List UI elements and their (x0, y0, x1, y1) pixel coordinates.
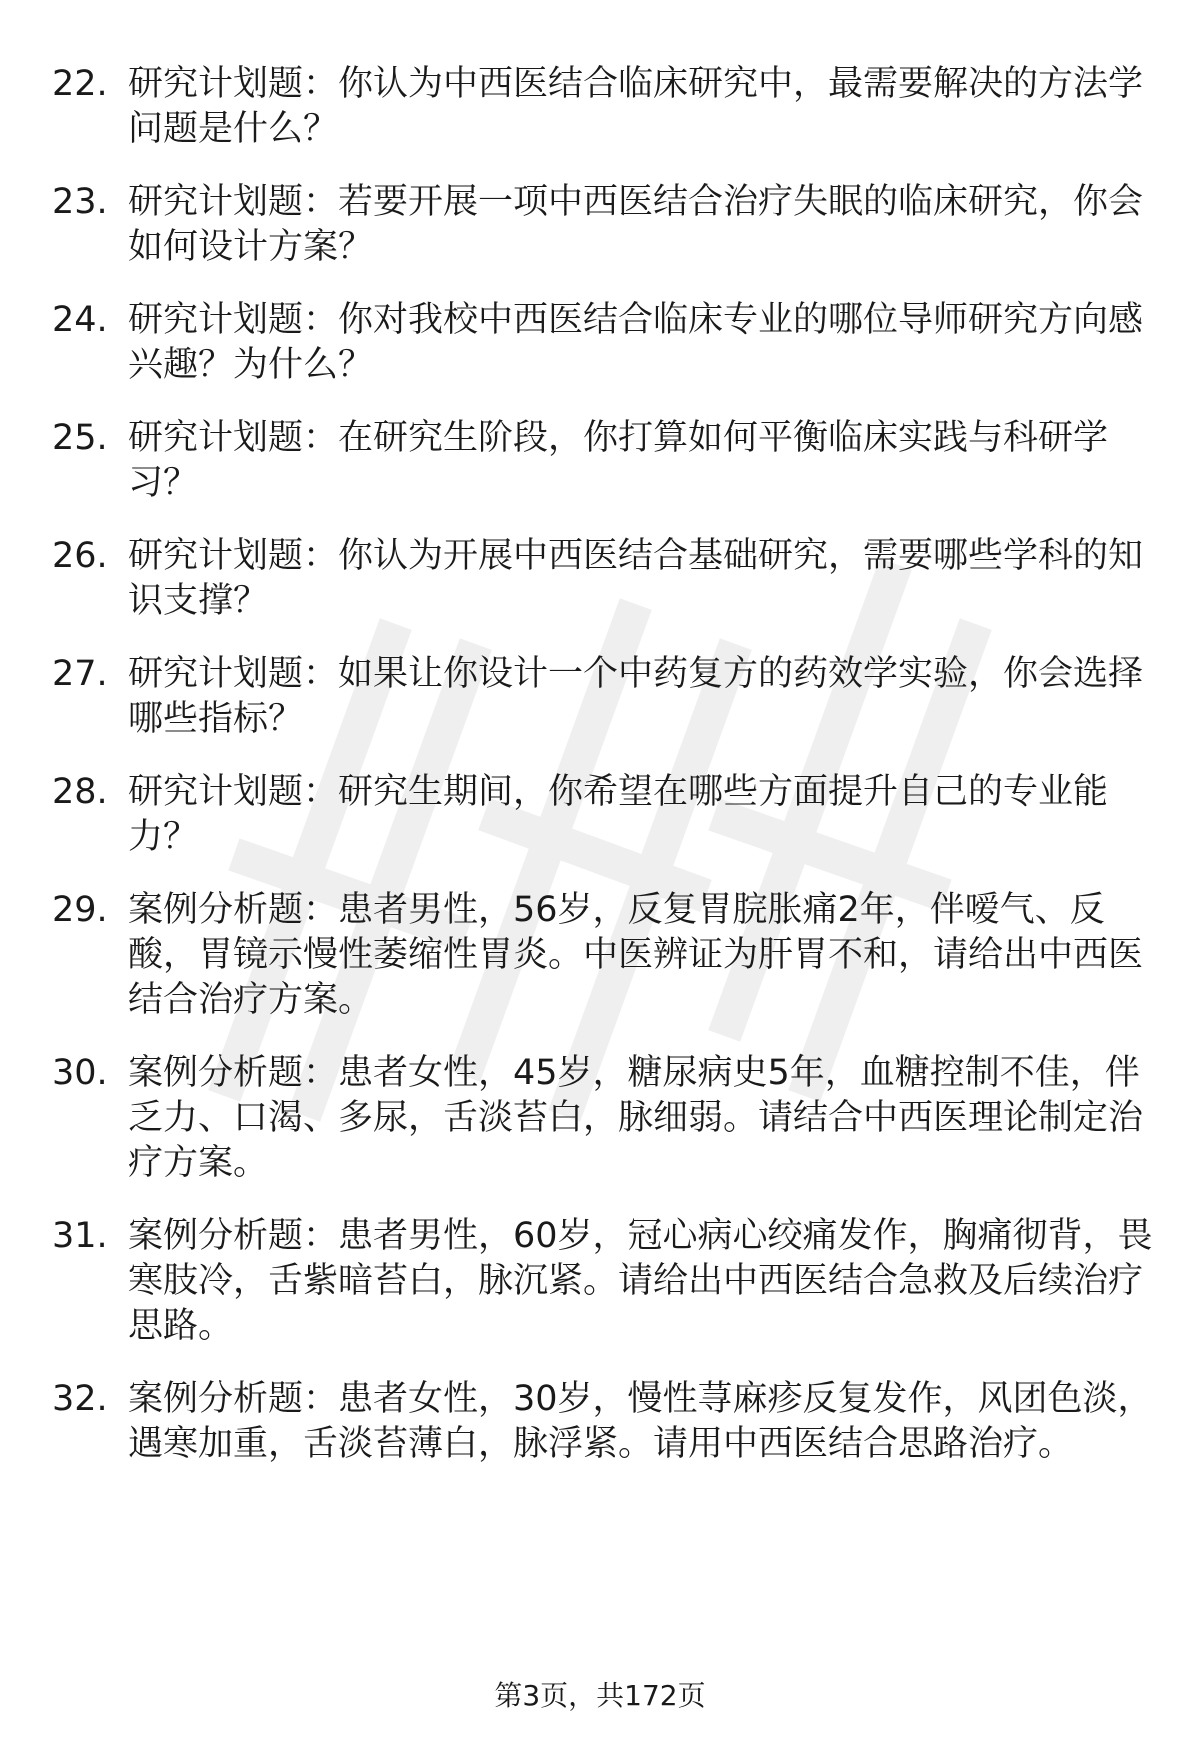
question-number: 23. (52, 182, 108, 222)
question-number: 24. (52, 300, 108, 340)
question-item (52, 62, 1162, 152)
page-number: 第3页，共172页 (494, 1679, 706, 1712)
question-number: 29. (52, 890, 108, 930)
question-text: 案例分析题：患者男性，60岁，冠心病心绞痛发作，胸痛彻背，畏寒肢冷，舌紫暗苔白，脉沉紧。请给出中西医结合急救及后续治疗思路。 (128, 1216, 1153, 1346)
question-text: 案例分析题：患者男性，56岁，反复胃脘胀痛2年，伴嗳气、反酸，胃镜示慢性萎缩性胃炎。中医辨证为肝胃不和，请给出中西医结合治疗方案。 (128, 890, 1144, 1020)
question-item (52, 298, 1162, 388)
question-number: 32. (52, 1379, 108, 1419)
question-number: 28. (52, 772, 108, 812)
question-number: 30. (52, 1053, 108, 1093)
question-item (52, 180, 1162, 270)
question-item (52, 770, 1162, 860)
question-number: 31. (52, 1216, 108, 1256)
question-item (52, 1051, 1162, 1186)
question-item (52, 416, 1162, 506)
question-text: 案例分析题：患者女性，30岁，慢性荨麻疹反复发作，风团色淡，遇寒加重，舌淡苔薄白，脉浮紧。请用中西医结合思路治疗。 (128, 1379, 1153, 1464)
question-number: 25. (52, 418, 108, 458)
question-text: 研究计划题：你认为中西医结合临床研究中，最需要解决的方法学问题是什么？ (128, 64, 1144, 149)
question-item (52, 652, 1162, 742)
question-text: 研究计划题：如果让你设计一个中药复方的药效学实验，你会选择哪些指标？ (128, 654, 1144, 739)
question-number: 26. (52, 536, 108, 576)
question-text: 研究计划题：若要开展一项中西医结合治疗失眠的临床研究，你会如何设计方案？ (128, 182, 1144, 267)
question-item (52, 534, 1162, 624)
question-list (52, 62, 1162, 1467)
question-text: 研究计划题：你认为开展中西医结合基础研究，需要哪些学科的知识支撑？ (128, 536, 1144, 621)
question-text: 研究计划题：你对我校中西医结合临床专业的哪位导师研究方向感兴趣？为什么？ (128, 300, 1144, 385)
question-number: 22. (52, 64, 108, 104)
question-item (52, 1214, 1162, 1349)
question-text: 研究计划题：在研究生阶段，你打算如何平衡临床实践与科研学习？ (128, 418, 1109, 503)
question-text: 研究计划题：研究生期间，你希望在哪些方面提升自己的专业能力？ (128, 772, 1109, 857)
question-item (52, 888, 1162, 1023)
question-item (52, 1377, 1162, 1467)
question-text: 案例分析题：患者女性，45岁，糖尿病史5年，血糖控制不佳，伴乏力、口渴、多尿，舌淡苔白，脉细弱。请结合中西医理论制定治疗方案。 (128, 1053, 1144, 1183)
question-number: 27. (52, 654, 108, 694)
